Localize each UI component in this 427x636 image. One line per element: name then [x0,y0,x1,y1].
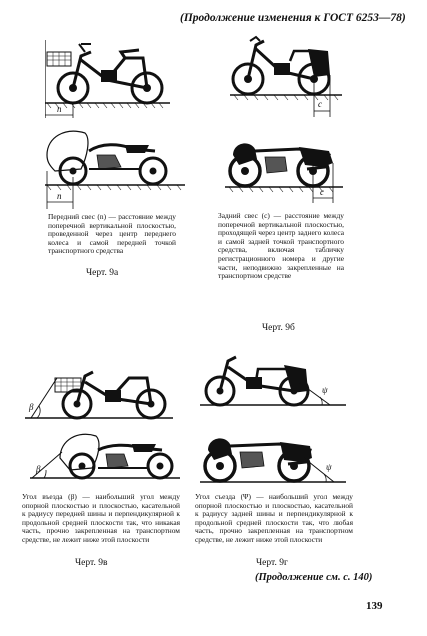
figure-9b-motorcycle [225,135,350,207]
figure-9v-moped [25,370,175,428]
figure-9a-scooter [45,125,190,210]
caption-9b: Задний свес (c) — расстояние между поперечной вертикальной плоскостью, проходящей через центр заднего колеса и самой задней точкой транспортного средства, включая табличку регистрационного номера и другие части, неподвижно закрепленные на транспортном средстве [218,211,344,281]
figure-9v-scooter [30,428,185,486]
label-c: c [318,99,322,109]
chert-9g: Черт. 9г [256,558,288,568]
chert-9a: Черт. 9а [86,268,119,278]
caption-9g: Угол съезда (Ψ) — наибольший угол между опорной плоскостью и плоскостью, касательной к радиусу задней шины и перпендикулярной к продольной средней плоскости так, что любая часть, прочно закрепленная на транспортном средстве, не лежит ниже этой плоскости [195,492,353,544]
figure-9g-moped [200,355,350,415]
label-beta-2: β [36,464,41,474]
label-psi: ψ [322,385,328,395]
continuation-footer: (Продолжение см. с. 140) [255,572,373,583]
label-psi-2: ψ [326,462,332,472]
label-n: n [57,104,62,114]
chert-9v: Черт. 9в [75,558,108,568]
chert-9b: Черт. 9б [262,323,295,333]
page-number: 139 [366,600,383,612]
label-n-2: n [57,191,62,201]
figure-9b-moped [230,35,345,117]
caption-9a: Передний свес (n) — расстояние между поперечной вертикальной плоскостью, проведенной через центр переднего колеса и самой передней точкой транспортного средства [48,212,176,256]
continuation-header: (Продолжение изменения к ГОСТ 6253—78) [180,12,406,24]
label-beta: β [29,402,34,412]
figure-9g-motorcycle [200,430,350,492]
label-c-2: c [320,187,324,197]
caption-9v: Угол въезда (β) — наибольший угол между опорной плоскостью и плоскостью, касательной к радиусу передней шины и перпендикулярной к продольной средней плоскости так, что никакая часть, прочно закрепленная на транспортном средстве, не лежит ниже этой плоскости [22,492,180,544]
figure-9a-moped [45,38,175,120]
